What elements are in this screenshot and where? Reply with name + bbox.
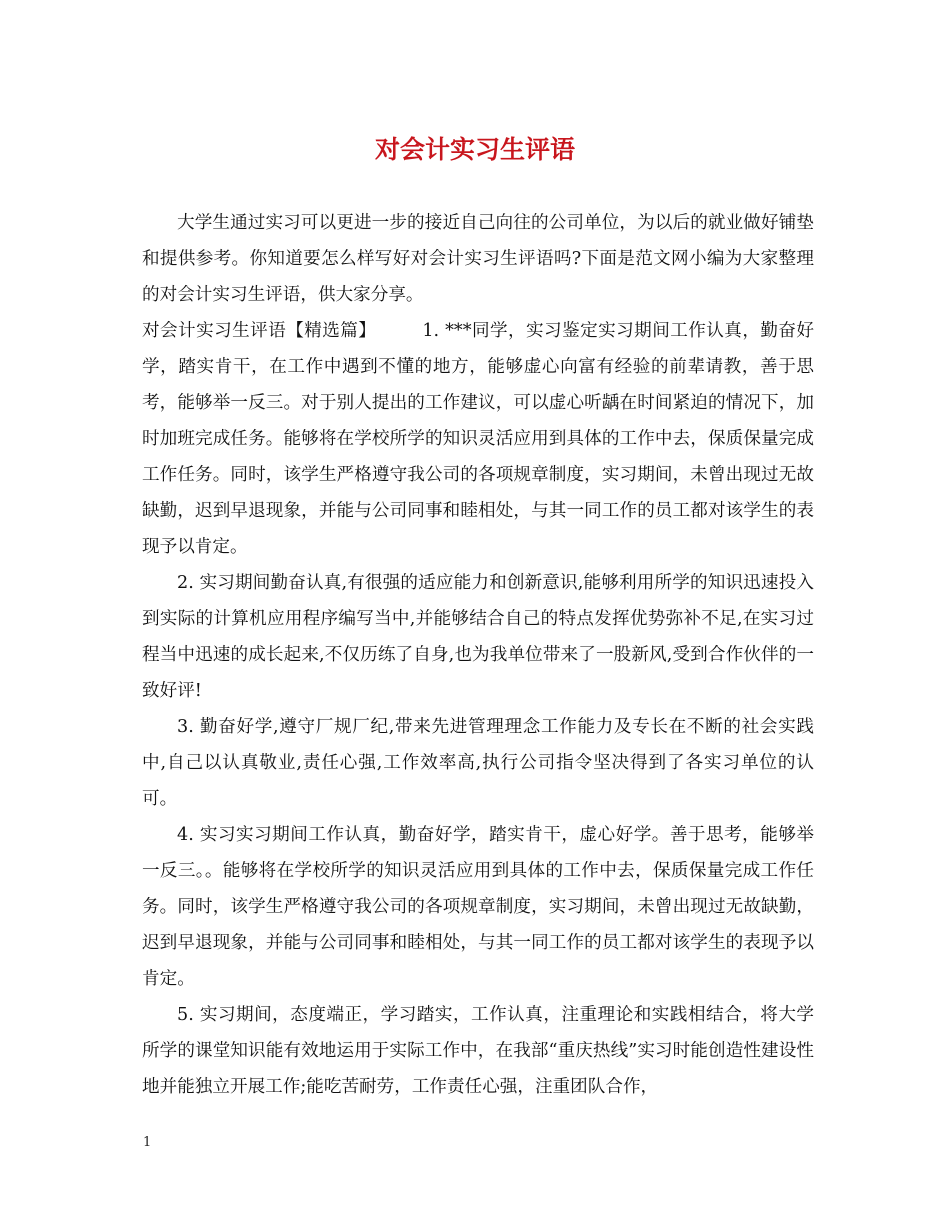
item-3-paragraph: 3. 勤奋好学,遵守厂规厂纪,带来先进管理理念工作能力及专长在不断的社会实践中,自己以认真敬业,责任心强,工作效率高,执行公司指令坚决得到了各实习单位的认可。 <box>142 717 814 809</box>
item-4-paragraph: 4. 实习实习期间工作认真，勤奋好学，踏实肯干，虚心好学。善于思考，能够举一反三。。能够将在学校所学的知识灵活应用到具体的工作中去，保质保量完成工作任务。同时，该学生严格遵守我公司的各项规章制度，实习期间，未曾出现过无故缺勤，迟到早退现象，并能与公司同事和睦相处，与其一同工作的员工都对该学生的表现予以肯定。 <box>142 825 814 989</box>
document-body <box>142 205 814 1105</box>
document-title: 对会计实习生评语 <box>374 135 575 164</box>
intro-paragraph: 大学生通过实习可以更进一步的接近自己向往的公司单位，为以后的就业做好铺垫和提供参考。你知道要怎么样写好对会计实习生评语吗?下面是范文网小编为大家整理的对会计实习生评语，供大家分享。 <box>142 213 814 305</box>
item-1-text: 1. ***同学，实习鉴定实习期间工作认真，勤奋好学，踏实肯干，在工作中遇到不懂的地方，能够虚心向富有经验的前辈请教，善于思考，能够举一反三。对于别人提出的工作建议，可以虚心听龋在时间紧迫的情况下，加时加班完成任务。能够将在学校所学的知识灵活应用到具体的工作中去，保质保量完成工作任务。同时，该学生严格遵守我公司的各项规章制度，实习期间，未曾出现过无故缺勤，迟到早退现象，并能与公司同事和睦相处，与其一同工作的员工都对该学生的表现予以肯定。 <box>142 321 814 557</box>
item-5-paragraph: 5. 实习期间，态度端正，学习踏实，工作认真，注重理论和实践相结合，将大学所学的课堂知识能有效地运用于实际工作中，在我部“重庆热线”实习时能创造性建设性地并能独立开展工作;能吃苦耐劳，工作责任心强，注重团队合作， <box>142 1005 814 1097</box>
item-2-paragraph: 2. 实习期间勤奋认真,有很强的适应能力和创新意识,能够利用所学的知识迅速投入到实际的计算机应用程序编写当中,并能够结合自己的特点发挥优势弥补不足,在实习过程当中迅速的成长起来,不仅历练了自身,也为我单位带来了一股新风,受到合作伙伴的一致好评! <box>142 573 814 701</box>
item-1-paragraph <box>142 313 814 565</box>
page-number: 1 <box>143 1135 152 1150</box>
section-heading: 对会计实习生评语【精选篇】 <box>142 321 377 341</box>
